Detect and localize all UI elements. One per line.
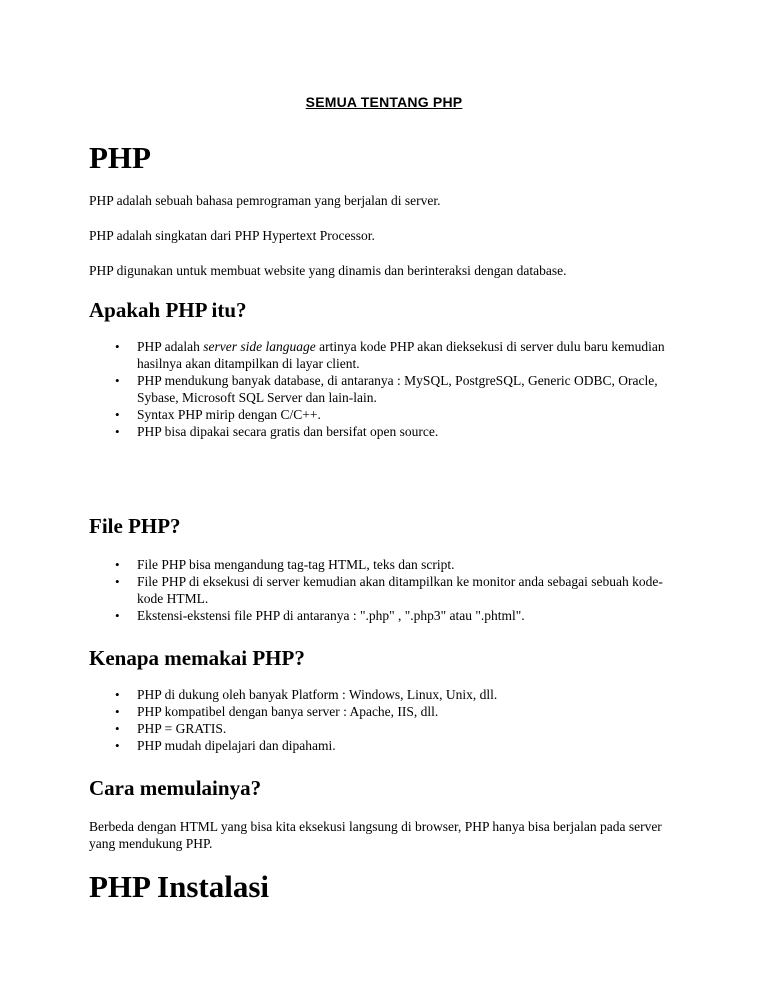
list-item: • PHP = GRATIS. [115,721,227,736]
heading-php: PHP [89,140,151,175]
list-item: • PHP mudah dipelajari dan dipahami. [115,738,336,753]
paragraph-php-1: PHP adalah sebuah bahasa pemrograman yang berjalan di server. [89,193,441,208]
list-item: • File PHP di eksekusi di server kemudian akan ditampilkan ke monitor anda sebagai sebuah kode-kode HTML. [115,574,663,606]
list-item: • Syntax PHP mirip dengan C/C++. [115,407,321,422]
heading-kenapa-memakai-php: Kenapa memakai PHP? [89,646,305,670]
document-title: SEMUA TENTANG PHP [305,94,463,110]
paragraph-php-2: PHP adalah singkatan dari PHP Hypertext Processor. [89,228,375,243]
list-item: • PHP adalah server side language artinya kode PHP akan dieksekusi di server dulu baru kemudian hasilnya akan ditampilkan di layar client. [115,339,665,371]
list-kenapa-php [89,686,689,754]
heading-php-instalasi: PHP Instalasi [89,869,270,904]
bullet-icon: • [115,407,120,422]
list-item: • PHP bisa dipakai secara gratis dan bersifat open source. [115,424,439,439]
bullet-icon: • [115,339,120,354]
bullet-icon: • [115,704,120,719]
heading-apakah-php-itu: Apakah PHP itu? [89,298,247,322]
bullet-icon: • [115,574,120,589]
bullet-icon: • [115,721,120,736]
list-item: • File PHP bisa mengandung tag-tag HTML, teks dan script. [115,557,455,572]
heading-cara-memulainya: Cara memulainya? [89,776,262,800]
list-item: • PHP di dukung oleh banyak Platform : Windows, Linux, Unix, dll. [115,687,498,702]
paragraph-cara: Berbeda dengan HTML yang bisa kita eksekusi langsung di browser, PHP hanya bisa berjalan pada server yang mendukung PHP. [89,819,662,851]
list-file-php [89,556,689,624]
list-item: • Ekstensi-ekstensi file PHP di antaranya : ".php" , ".php3" atau ".phtml". [115,608,525,623]
list-item: • PHP kompatibel dengan banya server : Apache, IIS, dll. [115,704,439,719]
bullet-icon: • [115,557,120,572]
bullet-icon: • [115,738,120,753]
bullet-icon: • [115,687,120,702]
heading-file-php: File PHP? [89,514,181,538]
paragraph-php-3: PHP digunakan untuk membuat website yang dinamis dan berinteraksi dengan database. [89,263,567,278]
bullet-icon: • [115,424,120,439]
list-apakah-php [89,338,689,440]
emphasis-text: server side language [203,339,316,354]
list-item: • PHP mendukung banyak database, di antaranya : MySQL, PostgreSQL, Generic ODBC, Oracle, Sybase, Microsoft SQL Server dan lain-lain. [115,373,658,405]
bullet-icon: • [115,373,120,388]
bullet-icon: • [115,608,120,623]
